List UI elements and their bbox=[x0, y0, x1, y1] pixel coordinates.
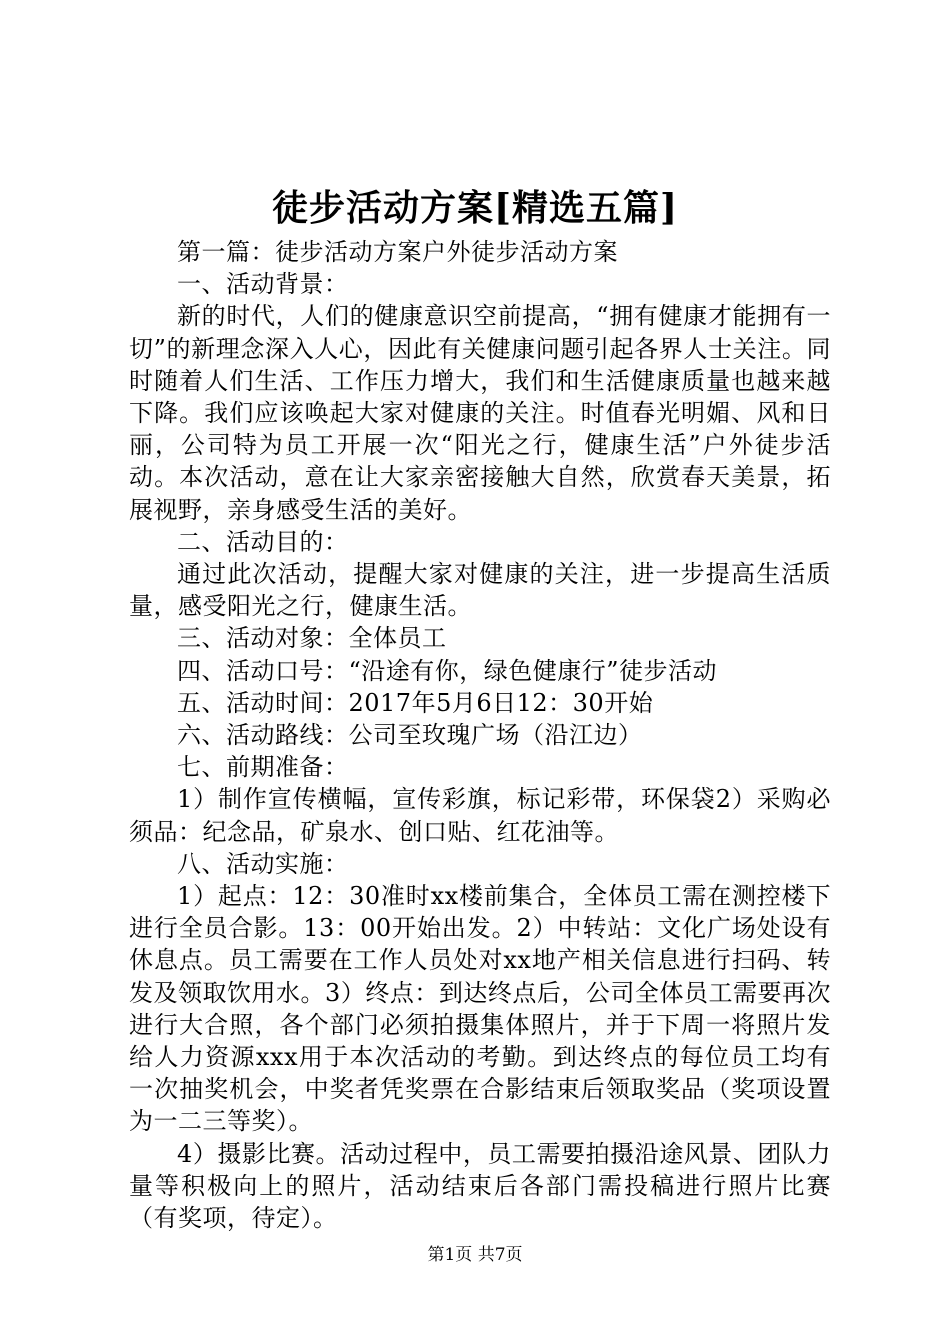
subsection-heading: 八、活动实施： bbox=[177, 849, 349, 878]
page-footer: 第1页 共7页 bbox=[427, 1245, 523, 1265]
subsection-heading: 二、活动目的： bbox=[177, 527, 349, 556]
subsection-heading: 一、活动背景： bbox=[177, 270, 349, 299]
paragraph: 三、活动对象：全体员工 bbox=[177, 624, 447, 653]
document-title: 徒步活动方案[精选五篇] bbox=[271, 187, 679, 229]
subsection-heading: 七、前期准备： bbox=[177, 753, 349, 782]
paragraph: 1）起点：12：30准时xx楼前集合，全体员工需在测控楼下进行全员合影。13：00开始出发。2）中转站：文化广场处设有休息点。员工需要在工作人员处对xx地产相关信息进行扫码、转发及领取饮用水。3）终点：到达终点后，公司全体员工需要再次进行大合照，各个部门必须拍摄集体照片，并于下周一将照片发给人力资源xxx用于本次活动的考勤。到达终点的每位员工均有一次抽奖机会，中奖者凭奖票在合影结束后领取奖品（奖项设置为一二三等奖）。 bbox=[129, 882, 831, 1136]
section-heading: 第一篇：徒步活动方案户外徒步活动方案 bbox=[177, 238, 618, 266]
paragraph: 四、活动口号：“沿途有你，绿色健康行”徒步活动 bbox=[177, 656, 718, 685]
paragraph: 4）摄影比赛。活动过程中，员工需要拍摄沿途风景、团队力量等积极向上的照片，活动结束后各部门需投稿进行照片比赛（有奖项，待定）。 bbox=[129, 1139, 831, 1233]
paragraph: 通过此次活动，提醒大家对健康的关注，进一步提高生活质量，感受阳光之行，健康生活。 bbox=[129, 560, 831, 621]
document-body bbox=[129, 236, 831, 1234]
paragraph: 1）制作宣传横幅，宣传彩旗，标记彩带，环保袋2）采购必须品：纪念品，矿泉水、创口贴、红花油等。 bbox=[129, 785, 831, 846]
paragraph: 新的时代，人们的健康意识空前提高，“拥有健康才能拥有一切”的新理念深入人心，因此有关健康问题引起各界人士关注。同时随着人们生活、工作压力增大，我们和生活健康质量也越来越下降。我们应该唤起大家对健康的关注。时值春光明媚、风和日丽，公司特为员工开展一次“阳光之行，健康生活”户外徒步活动。本次活动，意在让大家亲密接触大自然，欣赏春天美景，拓展视野，亲身感受生活的美好。 bbox=[129, 302, 831, 524]
paragraph: 六、活动路线：公司至玫瑰广场（沿江边） bbox=[177, 721, 643, 750]
paragraph: 五、活动时间：2017年5月6日12：30开始 bbox=[177, 688, 654, 717]
